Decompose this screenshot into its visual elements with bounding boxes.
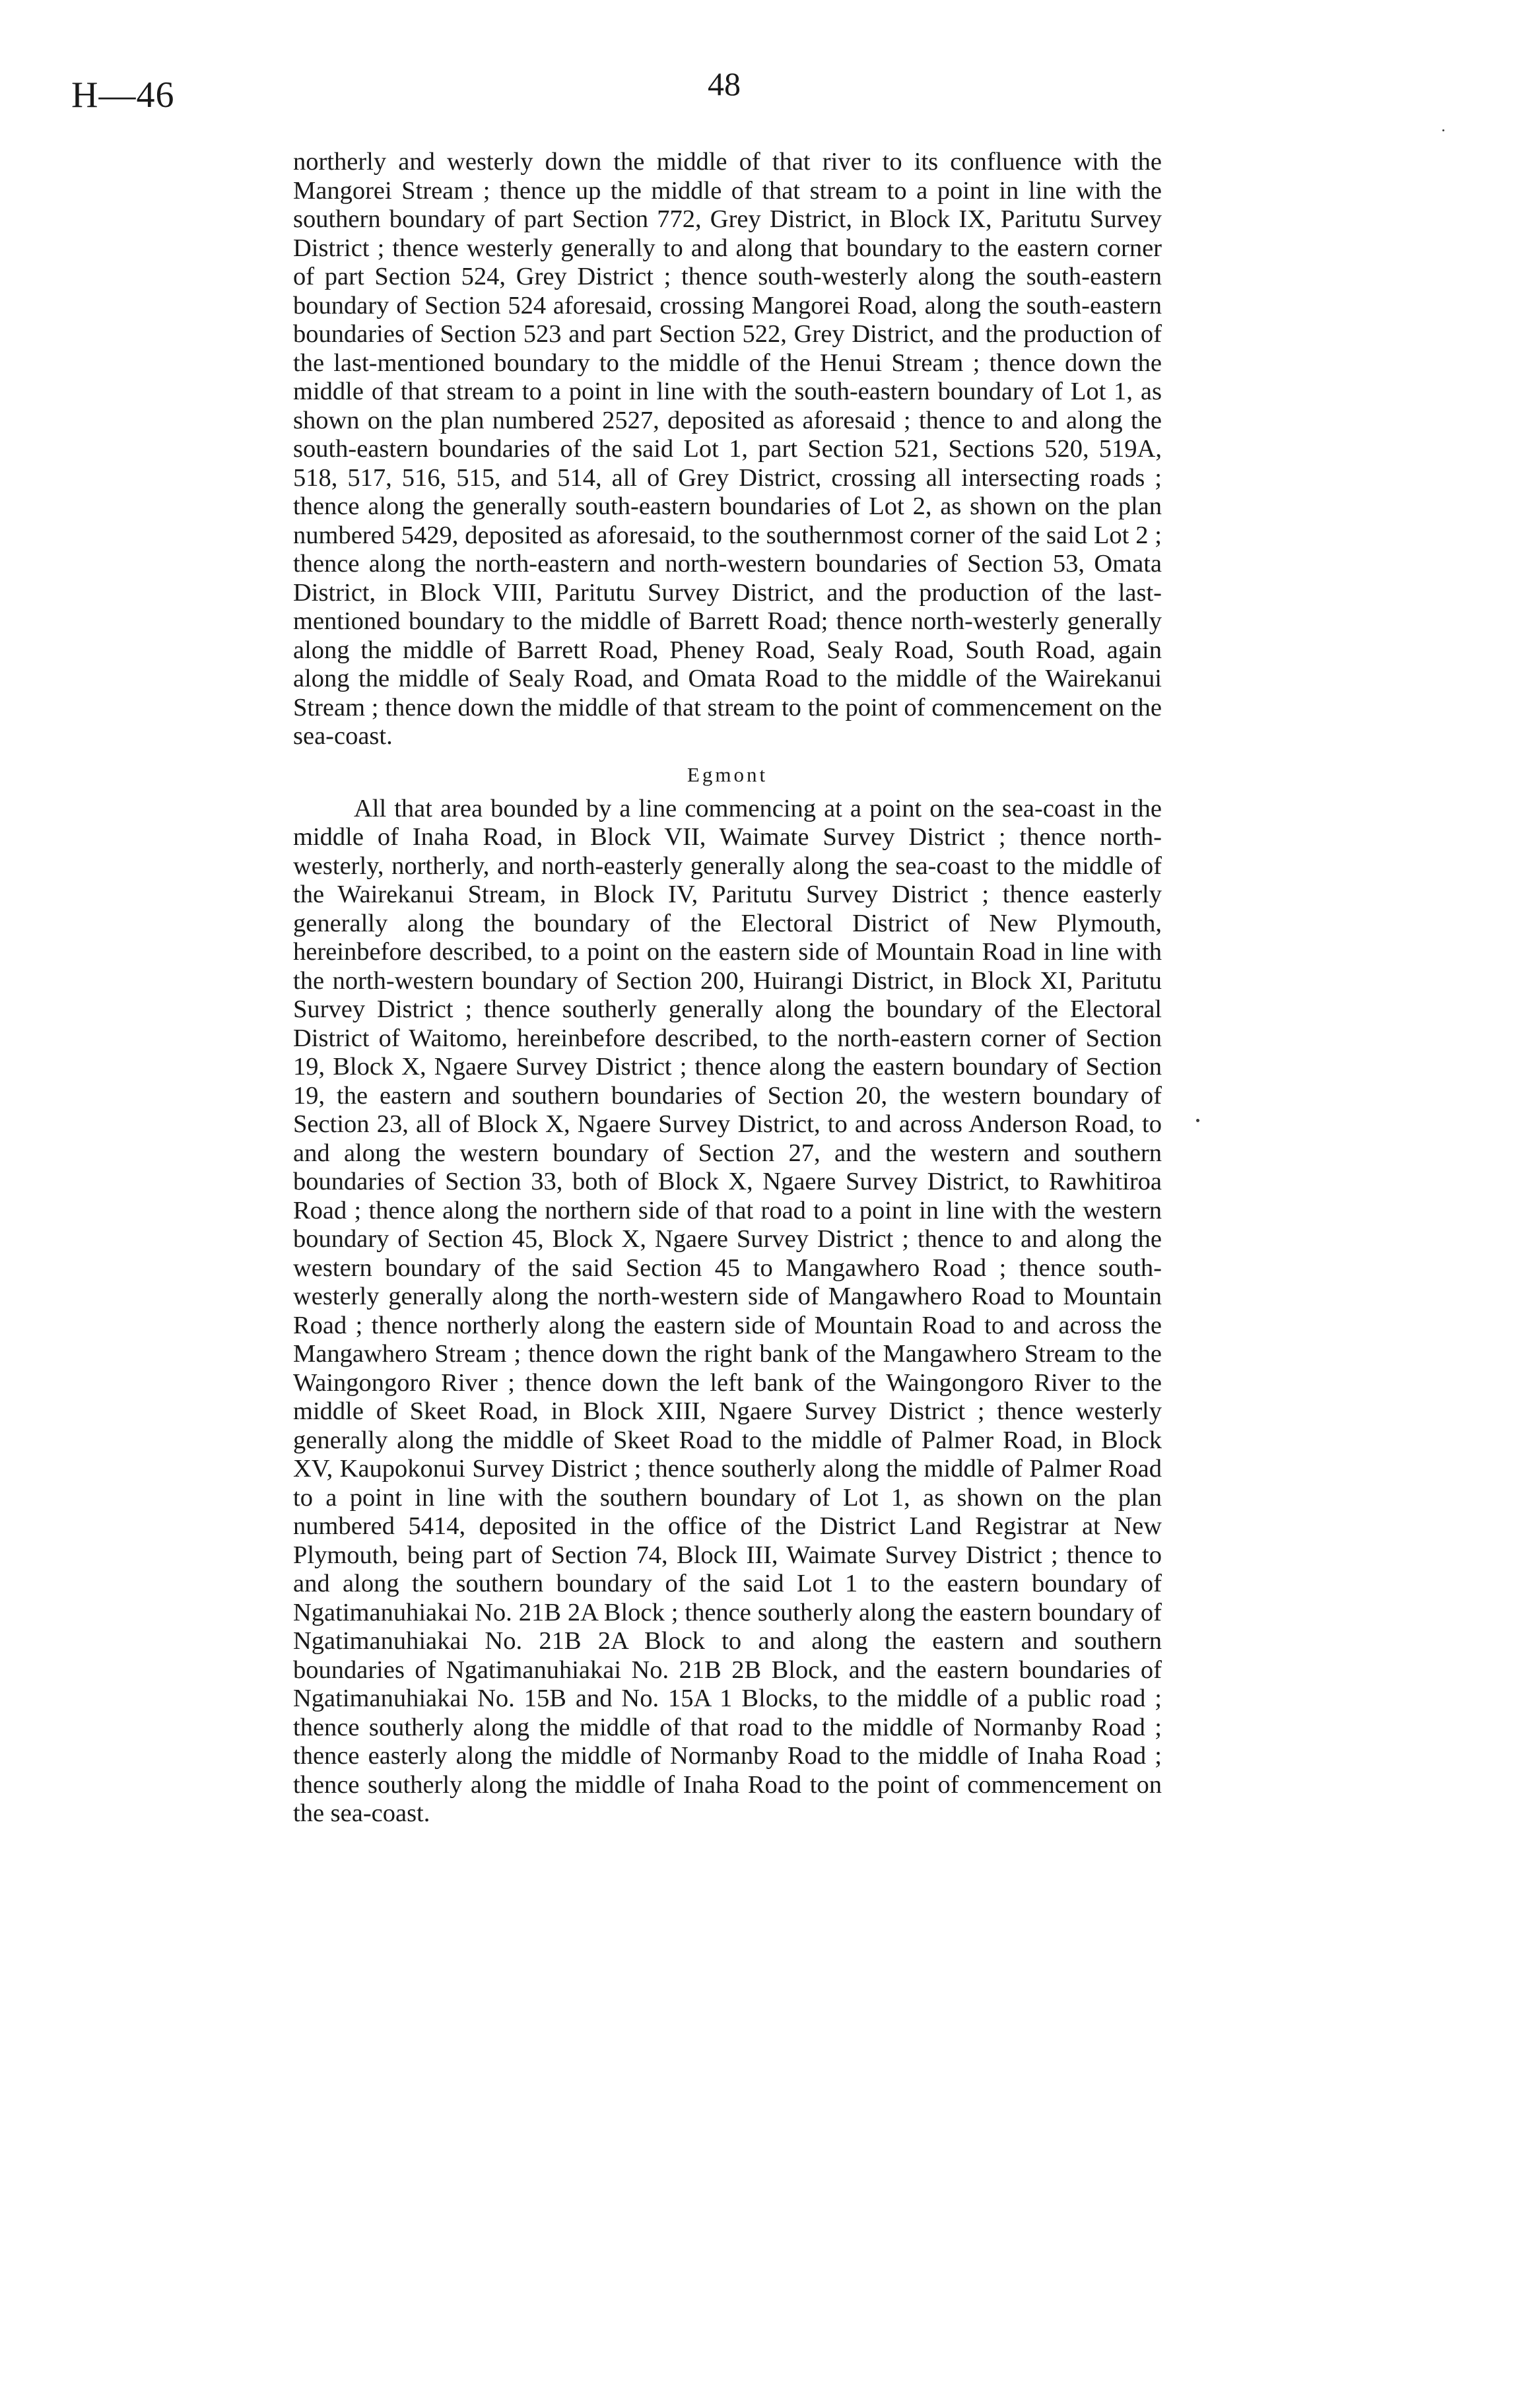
document-reference: H—46 bbox=[71, 75, 175, 116]
continuation-paragraph: northerly and westerly down the middle of that river to its confluence with the Mangorei Stream ; thence up the middle of that stream to a point in line with the southern boundary of part Section 772, Grey District, in Block IX, Paritutu Survey District ; thence westerly generally to and along that boundary to the eastern corner of part Section 524, Grey District ; thence south-westerly along the south-eastern boundary of Section 524 aforesaid, crossing Mangorei Road, along the south-eastern boundaries of Section 523 and part Section 522, Grey District, and the production of the last-mentioned boundary to the middle of the Henui Stream ; thence down the middle of that stream to a point in line with the south-eastern boundary of Lot 1, as shown on the plan numbered 2527, deposited as aforesaid ; thence to and along the south-eastern boundaries of the said Lot 1, part Section 521, Sections 520, 519A, 518, 517, 516, 515, and 514, all of Grey District, crossing all intersecting roads ; thence along the generally south-eastern boundaries of Lot 2, as shown on the plan numbered 5429, deposited as aforesaid, to the southernmost corner of the said Lot 2 ; thence along the north-eastern and north-western boundaries of Section 53, Omata District, in Block VIII, Paritutu Survey District, and the production of the last-mentioned boundary to the middle of Barrett Road; thence north-westerly generally along the middle of Barrett Road, Pheney Road, Sealy Road, South Road, again along the middle of Sealy Road, and Omata Road to the middle of the Wairekanui Stream ; thence down the middle of that stream to the point of commencement on the sea-coast. bbox=[293, 148, 1162, 750]
text-column bbox=[293, 148, 1162, 1828]
scan-speck bbox=[1442, 129, 1444, 131]
section-heading: Egmont bbox=[687, 762, 768, 786]
page-number: 48 bbox=[708, 65, 741, 102]
scan-speck bbox=[1196, 1119, 1199, 1122]
section-body-paragraph: All that area bounded by a line commencing at a point on the sea-coast in the middle of Inaha Road, in Block VII, Waimate Survey District ; thence north-westerly, northerly, and north-easterly generally along the sea-coast to the middle of the Wairekanui Stream, in Block IV, Paritutu Survey District ; thence easterly generally along the boundary of the Electoral District of New Plymouth, hereinbefore described, to a point on the eastern side of Mountain Road in line with the north-western boundary of Section 200, Huirangi District, in Block XI, Paritutu Survey District ; thence southerly generally along the boundary of the Electoral District of Waitomo, hereinbefore described, to the north-eastern corner of Section 19, Block X, Ngaere Survey District ; thence along the eastern boundary of Section 19, the eastern and southern boundaries of Section 20, the western boundary of Section 23, all of Block X, Ngaere Survey District, to and across Anderson Road, to and along the western boundary of Section 27, and the western and southern boundaries of Section 33, both of Block X, Ngaere Survey District, to Rawhitiroa Road ; thence along the northern side of that road to a point in line with the western boundary of Section 45, Block X, Ngaere Survey District ; thence to and along the western boundary of the said Section 45 to Mangawhero Road ; thence south-westerly generally along the north-western side of Mangawhero Road to Mountain Road ; thence northerly along the eastern side of Mountain Road to and across the Mangawhero Stream ; thence down the right bank of the Mangawhero Stream to the Waingongoro River ; thence down the left bank of the Waingongoro River to the middle of Skeet Road, in Block XIII, Ngaere Survey District ; thence westerly generally along the middle of Skeet Road to the middle of Palmer Road, in Block XV, Kaupokonui Survey District ; thence southerly along the middle of Palmer Road to a point in line with the southern boundary of Lot 1, as shown on the plan numbered 5414, deposited in the office of the District Land Registrar at New Plymouth, being part of Section 74, Block III, Waimate Survey District ; thence to and along the southern boundary of the said Lot 1 to the eastern boundary of Ngatimanuhiakai No. 21B 2A Block ; thence southerly along the eastern boundary of Ngatimanuhiakai No. 21B 2A Block to and along the eastern and southern boundaries of Ngatimanuhiakai No. 21B 2B Block, and the eastern boundaries of Ngatimanuhiakai No. 15B and No. 15A 1 Blocks, to the middle of a public road ; thence southerly along the middle of that road to the middle of Normanby Road ; thence easterly along the middle of Normanby Road to the middle of Inaha Road ; thence southerly along the middle of Inaha Road to the point of commencement on the sea-coast. bbox=[293, 794, 1162, 1827]
